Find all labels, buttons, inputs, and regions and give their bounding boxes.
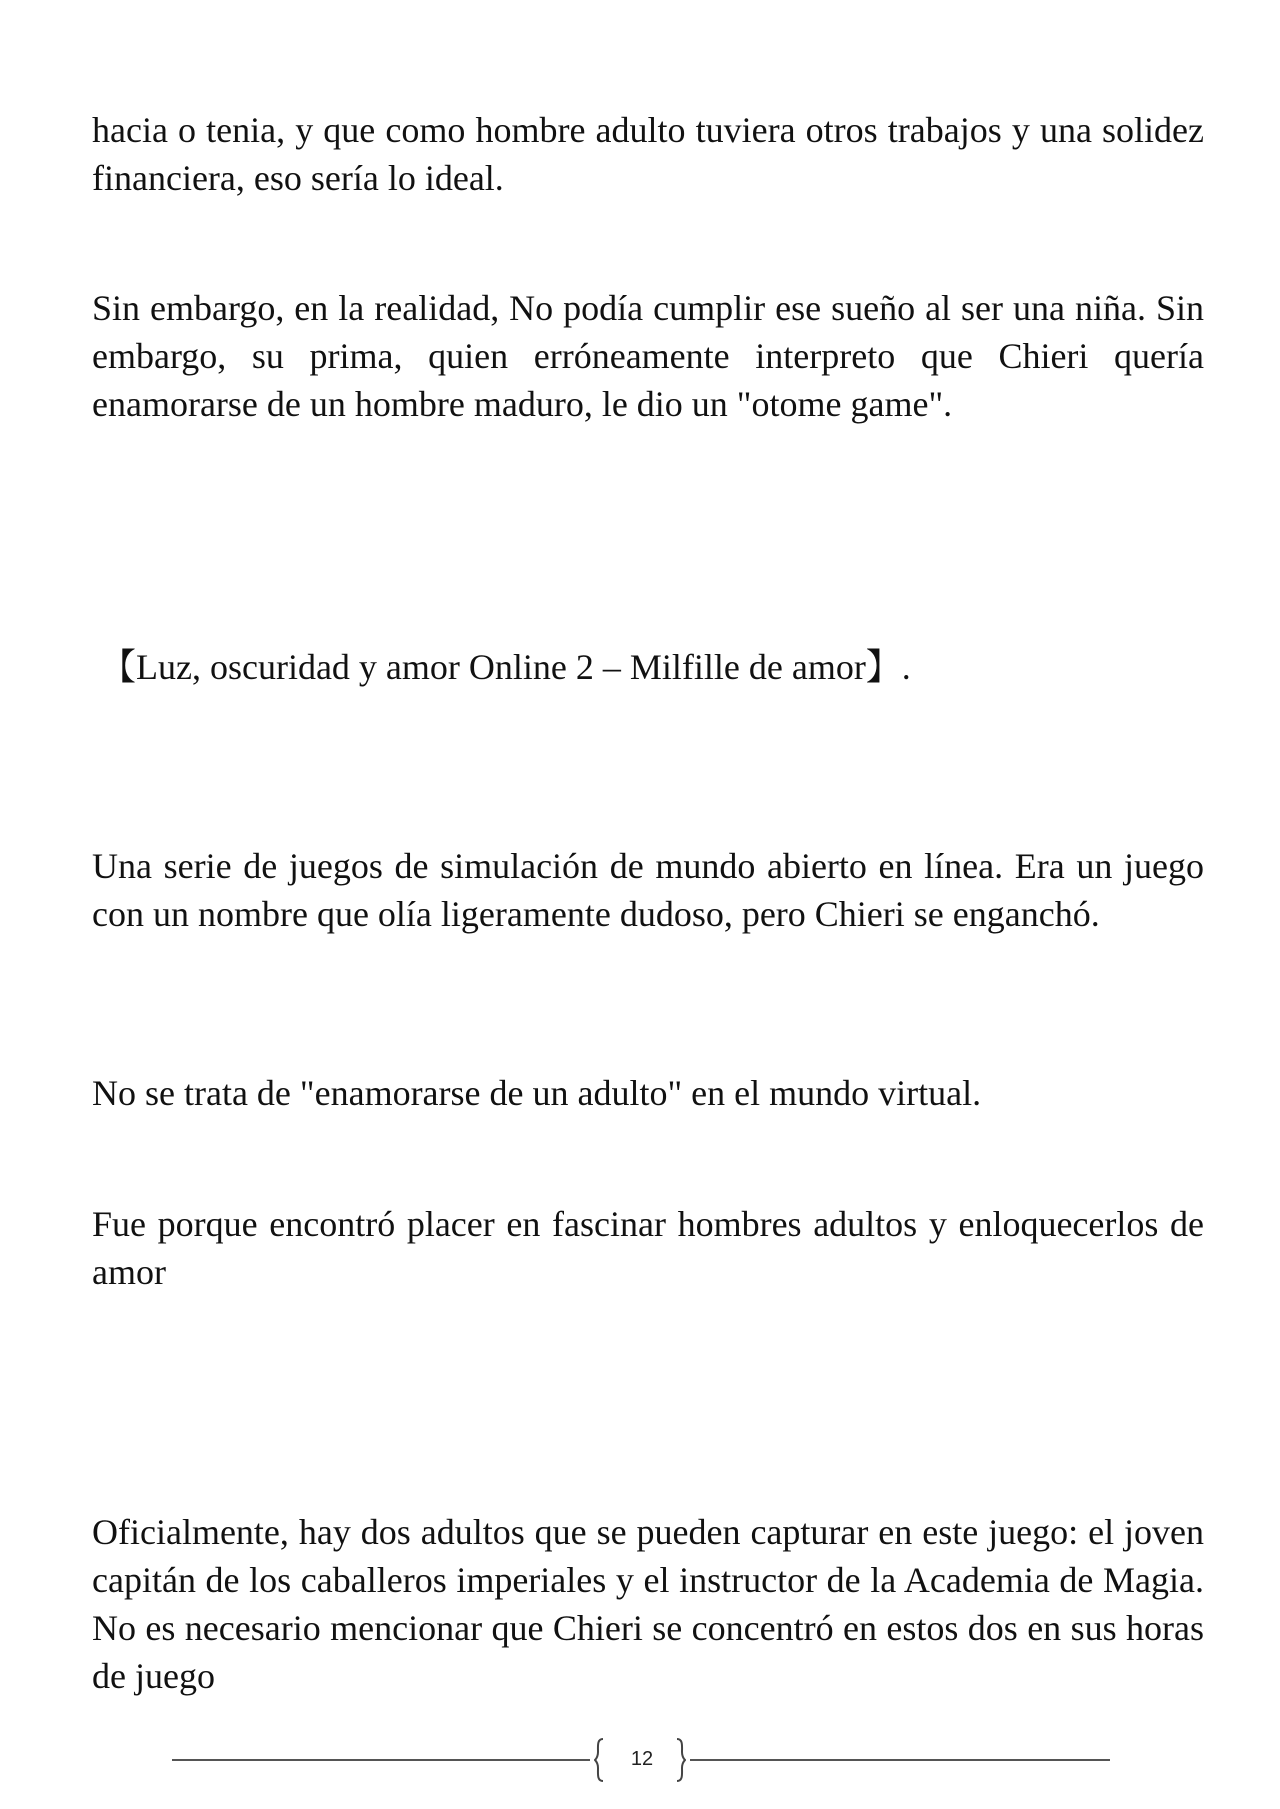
paragraph-1: hacia o tenia, y que como hombre adulto tuviera otros trabajos y una solidez financiera, eso sería lo ideal. [92, 110, 1204, 198]
footer-rule-left [172, 1759, 590, 1761]
footer-rule-right [690, 1759, 1110, 1761]
page-footer [0, 1730, 1280, 1790]
paragraph-7: Oficialmente, hay dos adultos que se pueden capturar en este juego: el joven capitán de los caballeros imperiales y el instructor de la Academia de Magia. No es necesario mencionar que Chieri se concentró en estos dos en sus horas de juego [92, 1512, 1204, 1696]
paragraph-6: Fue porque encontró placer en fascinar hombres adultos y enloquecerlos de amor [92, 1204, 1204, 1292]
page-number: 12 [630, 1748, 654, 1770]
right-brace-icon [676, 1738, 686, 1782]
paragraph-4: Una serie de juegos de simulación de mundo abierto en línea. Era un juego con un nombre que olía ligeramente dudoso, pero Chieri se enganchó. [92, 846, 1204, 934]
paragraph-2: Sin embargo, en la realidad, No podía cumplir ese sueño al ser una niña. Sin embargo, su prima, quien erróneamente interpreto que Chieri quería enamorarse de un hombre maduro, le dio un "otome game". [92, 288, 1204, 424]
left-brace-icon [594, 1738, 604, 1782]
paragraph-5: No se trata de "enamorarse de un adulto" en el mundo virtual. [92, 1073, 982, 1113]
game-title-line: 【Luz, oscuridad y amor Online 2 – Milfille de amor】. [100, 647, 911, 687]
